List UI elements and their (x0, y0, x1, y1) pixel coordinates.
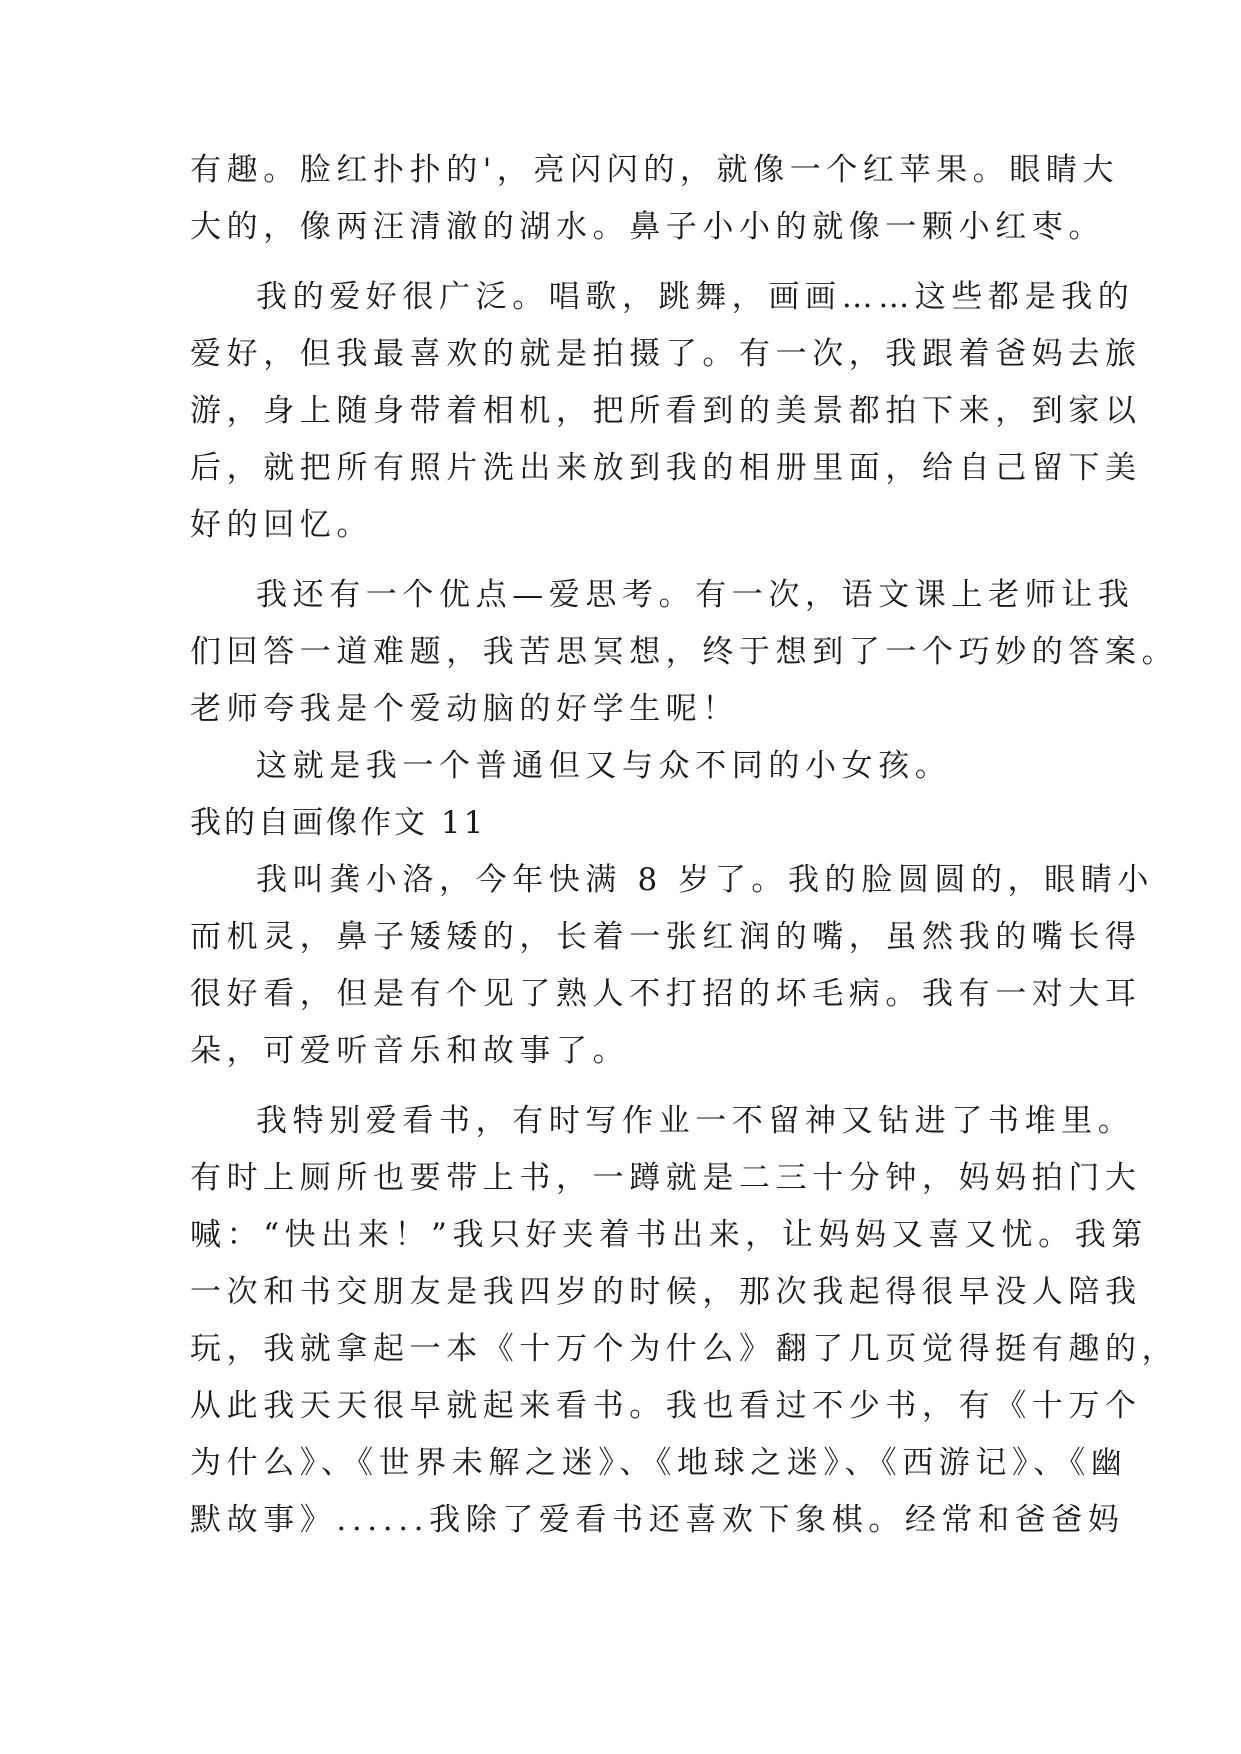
paragraph-line: 后，就把所有照片洗出来放到我的相册里面，给自己留下美 (190, 450, 1142, 486)
paragraph-line: 有时上厕所也要带上书，一蹲就是二三十分钟，妈妈拍门大 (190, 1160, 1142, 1196)
paragraph-line: 爱好，但我最喜欢的就是拍摄了。有一次，我跟着爸妈去旅 (190, 336, 1142, 372)
paragraph-line: 朵，可爱听音乐和故事了。 (190, 1033, 630, 1069)
paragraph-line: 而机灵，鼻子矮矮的，长着一张红润的嘴，虽然我的嘴长得 (190, 919, 1142, 955)
paragraph-line: 这就是我一个普通但又与众不同的小女孩。 (256, 748, 952, 784)
paragraph-line: 喊：“快出来！”我只好夹着书出来，让妈妈又喜又忧。我第 (190, 1217, 1148, 1253)
paragraph-line: 有趣。脸红扑扑的'，亮闪闪的，就像一个红苹果。眼睛大 (190, 152, 1120, 188)
paragraph-line: 老师夸我是个爱动脑的好学生呢！ (190, 691, 739, 727)
paragraph-line: 好的回忆。 (190, 507, 373, 543)
paragraph-line: 我特别爱看书，有时写作业一不留神又钻进了书堆里。 (256, 1103, 1135, 1139)
paragraph-line: 我叫龚小洛，今年快满 8 岁了。我的脸圆圆的，眼睛小 (256, 862, 1155, 898)
paragraph-line: 玩，我就拿起一本《十万个为什么》翻了几页觉得挺有趣的， (190, 1331, 1179, 1367)
paragraph-line: 游，身上随身带着相机，把所看到的美景都拍下来，到家以 (190, 393, 1142, 429)
paragraph-line: 大的，像两汪清澈的湖水。鼻子小小的就像一颗小红枣。 (190, 209, 1105, 245)
paragraph-line: 为什么》、《世界未解之迷》、《地球之迷》、《西游记》、《幽 (190, 1445, 1128, 1481)
section-heading: 我的自画像作文 11 (190, 805, 487, 841)
paragraph-line: 默故事》......我除了爱看书还喜欢下象棋。经常和爸爸妈 (190, 1502, 1125, 1538)
paragraph-line: 一次和书交朋友是我四岁的时候，那次我起得很早没人陪我 (190, 1274, 1142, 1310)
paragraph-line: 们回答一道难题，我苦思冥想，终于想到了一个巧妙的答案。 (190, 634, 1179, 670)
paragraph-line: 很好看，但是有个见了熟人不打招的坏毛病。我有一对大耳 (190, 976, 1142, 1012)
paragraph-line: 我还有一个优点—爱思考。有一次，语文课上老师让我 (256, 577, 1135, 613)
paragraph-line: 我的爱好很广泛。唱歌，跳舞，画画……这些都是我的 (256, 279, 1135, 315)
paragraph-line: 从此我天天很早就起来看书。我也看过不少书，有《十万个 (190, 1388, 1142, 1424)
